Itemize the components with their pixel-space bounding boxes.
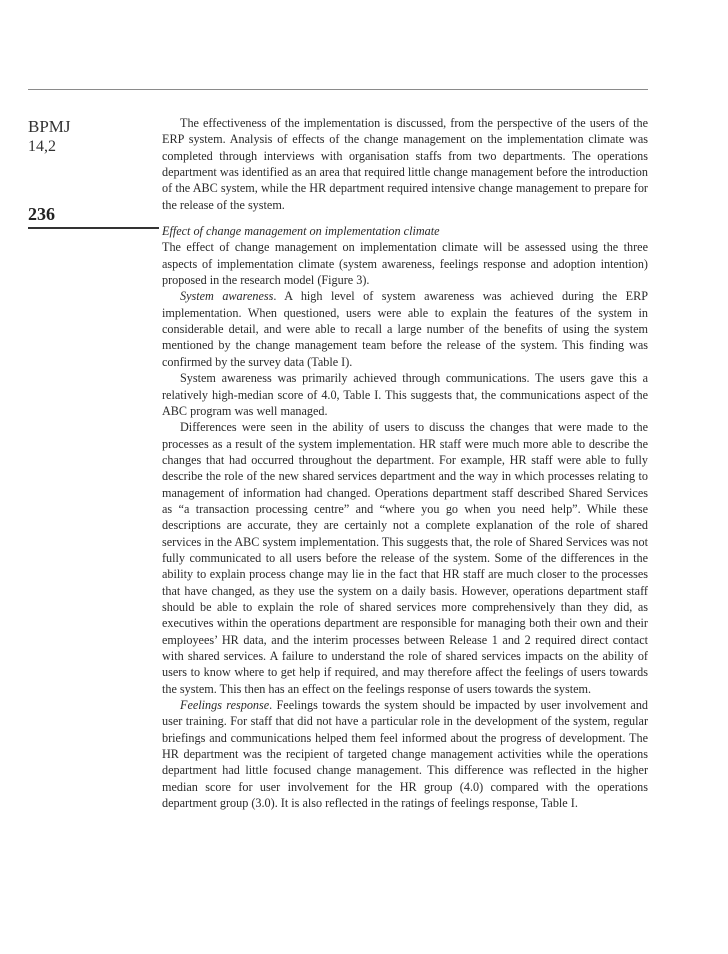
body-text-column bbox=[162, 115, 648, 811]
feelings-response-text: . Feelings towards the system should be impacted by user involvement and user training. For staff that did not have a particular role in the development of the system, regular briefings and communications helped them feel informed about the progress of development. The HR department was the recipient of targeted change management activities while the operations department had little focused change management. This difference was reflected in the higher median score for user involvement for the HR group (4.0) compared with the operations department group (3.0). It is also reflected in the ratings of feelings response, Table I. bbox=[162, 698, 649, 811]
system-awareness-heading: System awareness bbox=[180, 289, 274, 304]
journal-volume: 14,2 bbox=[28, 138, 56, 155]
section-intro-paragraph: The effect of change management on implementation climate will be assessed using the three aspects of implementation climate (system awareness, feelings response and adoption intention) proposed in the research model (Figure 3). bbox=[162, 240, 648, 288]
feelings-response-heading: Feelings response bbox=[180, 698, 270, 713]
section-heading: Effect of change management on implementation climate bbox=[162, 224, 440, 239]
journal-name: BPMJ bbox=[28, 117, 71, 136]
system-awareness-paragraph bbox=[162, 288, 648, 370]
page-number: 236 bbox=[28, 204, 55, 224]
communications-paragraph: System awareness was primarily achieved through communications. The users gave this a relatively high-median score of 4.0, Table I. This suggests that, the communications aspect of the ABC program was well managed. bbox=[162, 371, 648, 418]
margin-rule bbox=[28, 227, 159, 229]
section-gap bbox=[162, 213, 648, 223]
intro-paragraph: The effectiveness of the implementation is discussed, from the perspective of the users of the ERP system. Analysis of effects of the change management on the implementation climate was completed through interviews with organisation staffs from two departments. The operations department was identified as an area that required little change management before the introduction of the ABC system, while the HR department required intensive change management to prepare for the release of the system. bbox=[162, 116, 648, 212]
feelings-response-paragraph bbox=[162, 697, 648, 811]
system-awareness-text: . A high level of system awareness was achieved during the ERP implementation. When questioned, users were able to explain the features of the system in considerable detail, and were able to recall a large number of the benefits of using the system mentioned by the change management team before the release of the system. This finding was confirmed by the survey data (Table I). bbox=[162, 289, 648, 369]
differences-paragraph: Differences were seen in the ability of users to discuss the changes that were made to the processes as a result of the system implementation. HR staff were much more able to describe the changes that had occurred throughout the department. For example, HR staff were able to fully describe the role of the new shared services department and the way in which processes relating to management of information had changed. Operations department staff described Shared Services as “a transaction processing centre” and “where you go when you need help”. While these descriptions are accurate, they are certainly not a complete explanation of the role of shared services in the ABC system implementation. This suggests that, the role of Shared Services was not fully communicated to all users before the release of the system. Some of the differences in the ability to explain process change may lie in the fact that HR staff are much closer to the processes that have changed, as they use the system on a daily basis. However, operations department staff should be able to explain the role of shared services more comprehensively than they did, as executives within the operations department are responsible for managing both their own and their employees’ HR data, and the interim processes between Release 1 and 2 required direct contact with shared services. A failure to understand the role of shared services impacts on the ability of users to know where to get help if required, and may therefore affect the feelings of users towards the system. This then has an effect on the feelings response of users towards the system. bbox=[162, 420, 648, 696]
top-rule bbox=[28, 89, 648, 90]
